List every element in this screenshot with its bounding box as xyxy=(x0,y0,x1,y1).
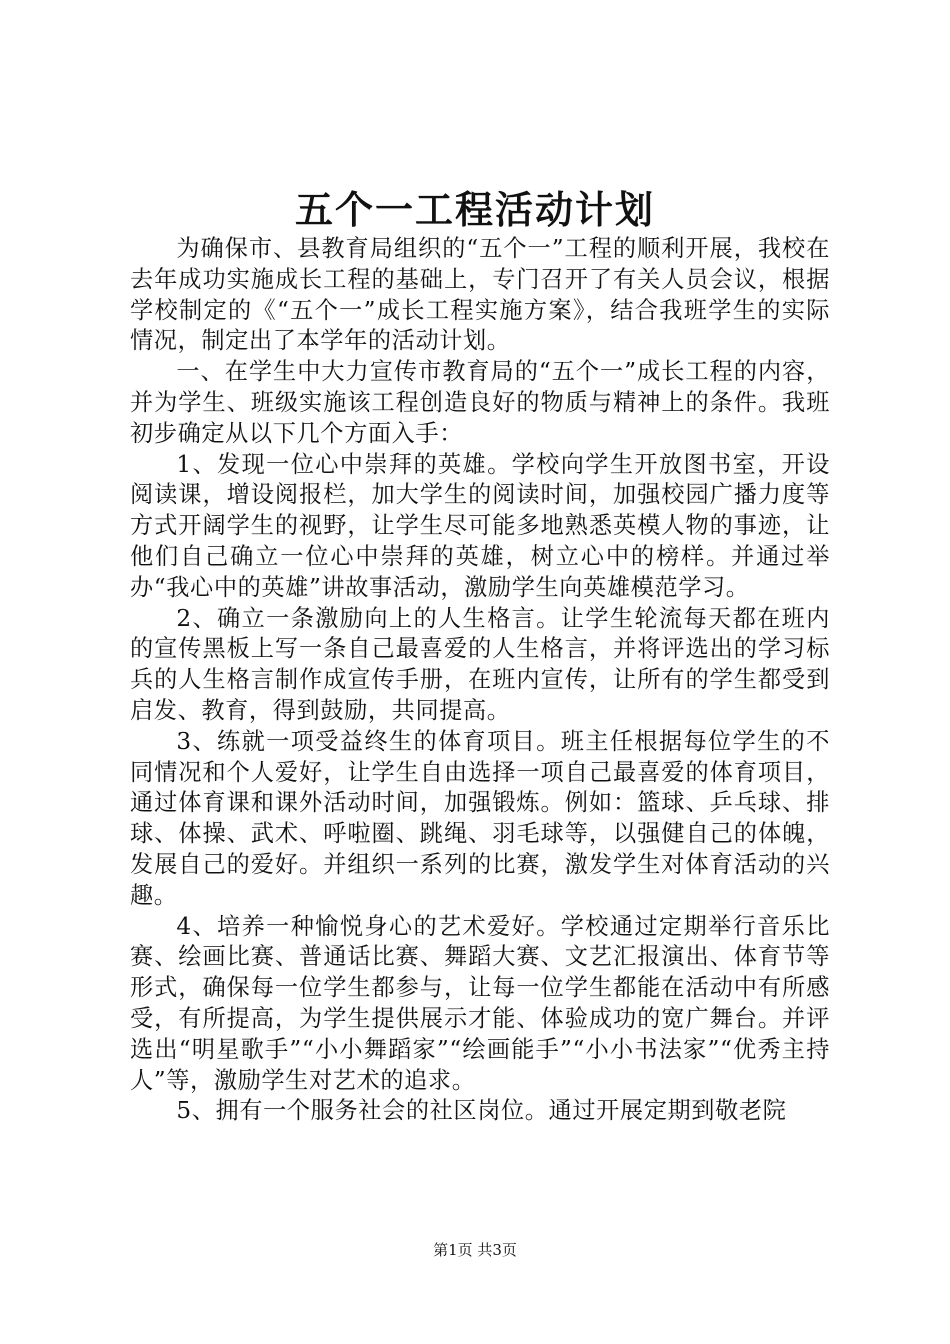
item-5-paragraph: 5、拥有一个服务社会的社区岗位。通过开展定期到敬老院 xyxy=(176,1097,787,1125)
page-number-footer: 第1页 共3页 xyxy=(433,1241,517,1259)
item-3-paragraph: 3、练就一项受益终生的体育项目。班主任根据每位学生的不同情况和个人爱好，让学生自由选择一项自己最喜爱的体育项目，通过体育课和课外活动时间，加强锻炼。例如：篮球、乒乓球、排球、体操、武术、呼啦圈、跳绳、羽毛球等，以强健自己的体魄，发展自己的爱好。并组织一系列的比赛，激发学生对体育活动的兴趣。 xyxy=(130,727,830,909)
item-1-paragraph: 1、发现一位心中崇拜的英雄。学校向学生开放图书室，开设阅读课，增设阅报栏，加大学生的阅读时间，加强校园广播力度等方式开阔学生的视野，让学生尽可能多地熟悉英模人物的事迹，让他们自己确立一位心中崇拜的英雄，树立心中的榜样。并通过举办“我心中的英雄”讲故事活动，激励学生向英雄模范学习。 xyxy=(130,450,830,601)
section-one-paragraph: 一、在学生中大力宣传市教育局的“五个一”成长工程的内容，并为学生、班级实施该工程创造良好的物质与精神上的条件。我班初步确定从以下几个方面入手： xyxy=(130,358,830,447)
item-4-paragraph: 4、培养一种愉悦身心的艺术爱好。学校通过定期举行音乐比赛、绘画比赛、普通话比赛、舞蹈大赛、文艺汇报演出、体育节等形式，确保每一位学生都参与，让每一位学生都能在活动中有所感受，有所提高，为学生提供展示才能、体验成功的宽广舞台。并评选出“明星歌手”“小小舞蹈家”“绘画能手”“小小书法家”“优秀主持人”等，激励学生对艺术的追求。 xyxy=(130,912,830,1094)
item-2-paragraph: 2、确立一条激励向上的人生格言。让学生轮流每天都在班内的宣传黑板上写一条自己最喜爱的人生格言，并将评选出的学习标兵的人生格言制作成宣传手册，在班内宣传，让所有的学生都受到启发、教育，得到鼓励，共同提高。 xyxy=(130,604,830,724)
document-title: 五个一工程活动计划 xyxy=(294,187,655,232)
document-body xyxy=(130,234,830,1127)
intro-paragraph: 为确保市、县教育局组织的“五个一”工程的顺利开展，我校在去年成功实施成长工程的基础上，专门召开了有关人员会议，根据学校制定的《“五个一”成长工程实施方案》，结合我班学生的实际情况，制定出了本学年的活动计划。 xyxy=(130,235,830,355)
